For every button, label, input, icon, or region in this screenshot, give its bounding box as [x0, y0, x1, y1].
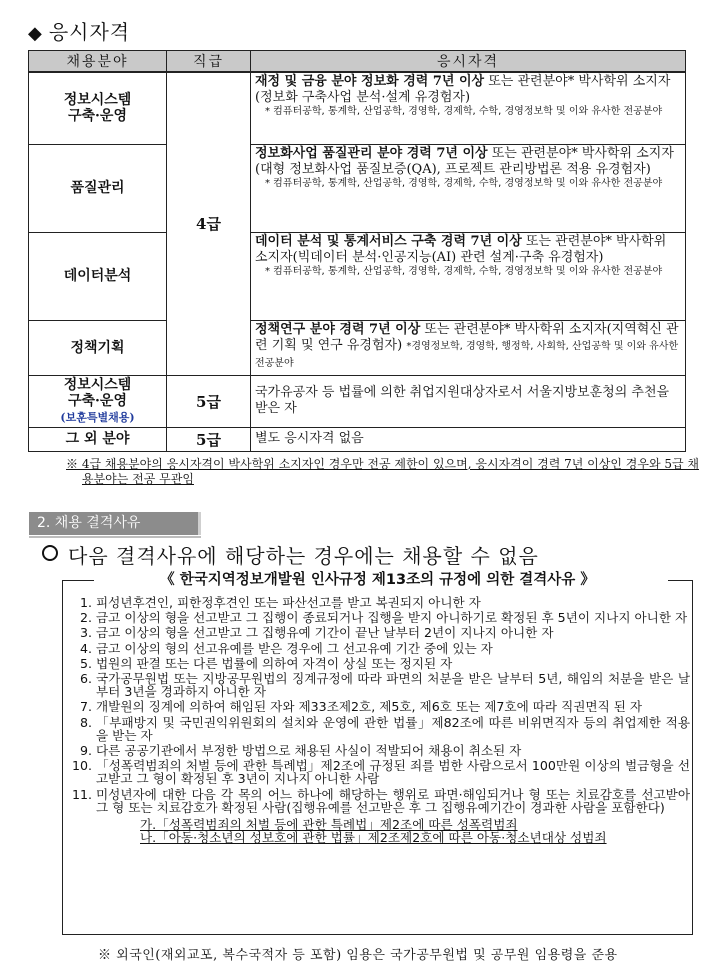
field-cell: 정보시스템 구축·운영: [29, 72, 167, 144]
header-grade: 직급: [167, 51, 251, 73]
field-cell: 데이터분석: [29, 232, 167, 320]
list-item: 9. 다른 공공기관에서 부정한 방법으로 채용된 사실이 적발되어 채용이 취소된 자: [79, 743, 522, 759]
major-note: * 컴퓨터공학, 통계학, 산업공학, 경영학, 경제학, 수학, 경영정보학 및 이와 유사한 전공분야: [265, 177, 663, 189]
table-row: [29, 72, 686, 144]
major-note: * 컴퓨터공학, 통계학, 산업공학, 경영학, 경제학, 수학, 경영정보학 및 이와 유사한 전공분야: [265, 265, 663, 277]
field-cell: 품질관리: [29, 144, 167, 232]
qualification-cell: 정책연구 분야 경력 7년 이상 또는 관련분야* 박사학위 소지자(지역혁신 관련 기획 및 연구 유경험자) *경영정보학, 경영학, 행정학, 사회학, 산업공학 및 이와 유사한 전공분야: [251, 320, 686, 375]
list-item: 6. 국가공무원법 또는 지방공무원법의 징계규정에 따라 파면의 처분을 받은 날부터 5년, 해임의 처분을 받은 날부터 3년을 경과하지 아니한 자: [79, 671, 690, 700]
major-note: * 컴퓨터공학, 통계학, 산업공학, 경영학, 경제학, 수학, 경영정보학 및 이와 유사한 전공분야: [265, 106, 663, 117]
qualification-cell: 데이터 분석 및 통계서비스 구축 경력 7년 이상 또는 관련분야* 박사학위 소지자(빅데이터 분석·인공지능(AI) 관련 설계·구축 유경험자) * 컴퓨터공학, 통계학, 산업공학, 경영학, 경제학, 수학, 경영정보학 및 이와 유사한 전공분야: [251, 232, 686, 320]
headline: 다음 결격사유에 해당하는 경우에는 채용할 수 없음: [42, 540, 539, 569]
disqualification-list: [66, 596, 690, 846]
header-field: 채용분야: [29, 51, 167, 73]
table-footnote: ※ 4급 채용분야의 응시자격이 박사학위 소지자인 경우만 전공 제한이 있으며, 응시자격이 경력 7년 이상인 경우와 5급 채용분야는 전공 무관임: [66, 457, 699, 486]
qualification-cell: 재정 및 금융 분야 정보화 경력 7년 이상 또는 관련분야* 박사학위 소지자(정보화 구축사업 분석·설계 유경험자) * 컴퓨터공학, 통계학, 산업공학, 경영학, 경제학, 수학, 경영정보학 및 이와 유사한 전공분야: [251, 72, 686, 144]
field-cell: 그 외 분야: [29, 427, 167, 451]
header-qualification: 응시자격: [251, 51, 686, 73]
table-row: [29, 232, 686, 320]
list-item: 4. 금고 이상의 형의 선고유예를 받은 경우에 그 선고유예 기간 중에 있는 자: [79, 640, 493, 656]
list-item: 11. 미성년자에 대한 다음 각 목의 어느 하나에 해당하는 행위로 파면·해임되거나 형 또는 치료감호를 선고받아 그 형 또는 치료감호가 확정된 사람(집행유예를 선고받은 후 그 집행유예기간이 경과한 사람을 포함한다) 가.「성폭력범죄의 처벌 등에 관한 특례법」제2조에 따른 성폭력범죄 나.「아동·청소년의 성보호에 관한 법률」제2조제2호에 따른 아동·청소년대상 성범죄: [71, 786, 690, 846]
grade-cell: 5급: [167, 375, 251, 427]
list-item: 10. 「성폭력범죄의 처벌 등에 관한 특례법」제2조에 규정된 죄를 범한 사람으로서 100만원 이상의 벌금형을 선고받고 그 형이 확정된 후 3년이 지나지 아니한 사람: [71, 758, 690, 787]
section-title: ◆ 응시자격: [28, 20, 131, 44]
table-row: [29, 427, 686, 451]
list-item: 5. 법원의 판결 또는 다른 법률에 의하여 자격이 상실 또는 정지된 자: [79, 655, 453, 671]
box-title: 《 한국지역정보개발원 인사규정 제13조의 규정에 의한 결격사유 》: [62, 569, 693, 591]
sub-item: 나.「아동·청소년의 성보호에 관한 법률」제2조제2호에 따른 아동·청소년대상 성범죄: [140, 830, 607, 846]
grade-cell: 5급: [167, 427, 251, 451]
qualification-cell: 별도 응시자격 없음: [251, 427, 686, 451]
field-cell: 정책기획: [29, 320, 167, 375]
list-item: 7. 개발원의 징계에 의하여 해임된 자와 제33조제2호, 제5호, 제6호 또는 제7호에 따라 직권면직 된 자: [79, 699, 643, 715]
veterans-badge: (보훈특별채용): [60, 410, 135, 424]
section-2-title: 2. 채용 결격사유: [29, 512, 201, 535]
field-cell: 정보시스템 구축·운영 (보훈특별채용): [29, 375, 167, 427]
diamond-icon: ◆: [28, 23, 43, 44]
table-row: [29, 375, 686, 427]
sub-list: [96, 818, 690, 844]
circle-bullet-icon: [42, 545, 58, 561]
list-item: 2. 금고 이상의 형을 선고받고 그 집행이 종료되거나 집행을 받지 아니하기로 확정된 후 5년이 지나지 아니한 자: [79, 610, 688, 626]
list-item: 1. 피성년후견인, 피한정후견인 또는 파산선고를 받고 복권되지 아니한 자: [79, 595, 481, 610]
bottom-note: ※ 외국인(재외교포, 복수국적자 등 포함) 임용은 국가공무원법 및 공무원 임용령을 준용: [98, 948, 618, 963]
table-row: [29, 144, 686, 232]
qualification-cell: 정보화사업 품질관리 분야 경력 7년 이상 또는 관련분야* 박사학위 소지자(대형 정보화사업 품질보증(QA), 프로젝트 관리방법론 적용 유경험자) * 컴퓨터공학, 통계학, 산업공학, 경영학, 경제학, 수학, 경영정보학 및 이와 유사한 전공분야: [251, 144, 686, 232]
qualification-cell: 국가유공자 등 법률에 의한 취업지원대상자로서 서울지방보훈청의 추천을 받은 자: [251, 375, 686, 427]
title-underline: [29, 536, 201, 538]
sub-item: 가.「성폭력범죄의 처벌 등에 관한 특례법」제2조에 따른 성폭력범죄: [140, 817, 518, 833]
qualification-table: [28, 50, 686, 452]
grade-cell: 4급: [167, 72, 251, 375]
table-row: [29, 320, 686, 375]
list-item: 8. 「부패방지 및 국민권익위원회의 설치와 운영에 관한 법률」제82조에 따른 비위면직자 등의 취업제한 적용을 받는 자: [79, 714, 690, 743]
list-item: 3. 금고 이상의 형을 선고받고 그 집행유예 기간이 끝난 날부터 2년이 지나지 아니한 자: [79, 625, 554, 641]
